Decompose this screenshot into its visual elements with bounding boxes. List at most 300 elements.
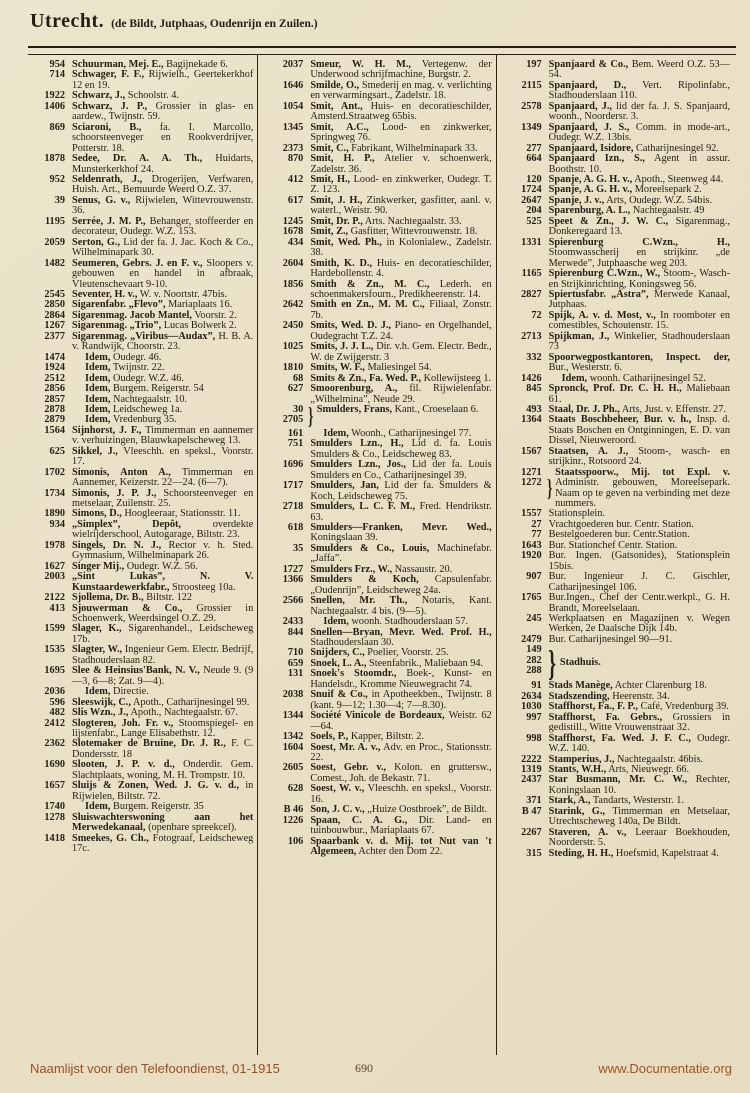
directory-entry: [28, 739, 253, 760]
directory-entry: [266, 342, 491, 363]
entry-name: Sluiswachterswoning aan het Merwedekanaal,: [72, 811, 254, 834]
directory-entry: [266, 321, 491, 342]
entry-number: 1406: [44, 100, 65, 112]
entry-name: Sigarenmag. „Trio”,: [72, 320, 162, 332]
entry-number: 149 282 288: [526, 644, 542, 677]
directory-entry: [505, 551, 730, 572]
entry-number: 2850: [44, 299, 65, 311]
entry-text: Smits, J. J. L., Dir. v.h. Gem. Electr. Bedr., W. de Zwijgerstr. 3: [310, 341, 492, 363]
entry-name: Smit, Wed. Ph.,: [310, 236, 382, 248]
entry-name: Idem,: [85, 801, 111, 813]
entry-name: Staatsspoorw., Mij. tot Expl. v.: [555, 466, 730, 478]
entry-text: Snuif & Co., in Apotheekben., Twijnstr. 8 (kant. 9—12; 1.30—4; 7—8.30).: [310, 689, 492, 711]
entry-name: Simons, D.,: [72, 508, 122, 520]
entry-name: Smulders & Koch,: [310, 574, 419, 586]
entry-text: Smith, K. D., Huis- en decoratieschilder, Hardebollenstr. 4.: [310, 257, 492, 280]
directory-entry: [505, 828, 730, 849]
entry-text: Slagter, W., Ingenieur Gem. Electr. Bedrijf, Stadhouderslaan 82.: [72, 644, 254, 666]
entry-number: 197: [526, 59, 542, 70]
entry-text: Société Vinicole de Bordeaux, Weistr. 62—64.: [310, 710, 492, 732]
entry-number: 1724: [521, 184, 542, 196]
entry-number: 2036: [44, 686, 65, 698]
entry-text: Smulders—Franken, Mevr. Wed., Koningslaan 39.: [310, 522, 492, 544]
entry-number: 2634: [521, 690, 542, 702]
entry-number: 1418: [44, 832, 65, 844]
directory-entry: [28, 520, 253, 541]
entry-text: Stamperius, J., Nachtegaalstr. 46bis.: [548, 753, 704, 765]
entry-text: Idem, Vredenburg 35.: [85, 414, 177, 426]
entry-name: Smits, Wed. D. J.,: [310, 320, 391, 332]
page-number: 690: [355, 1061, 373, 1075]
entry-text: Slogteren, Joh. Fr. v., Stoomspiegel- en lijstenfabr., Lange Elisabethstr. 12.: [72, 717, 254, 739]
entry-number: 277: [526, 142, 542, 154]
directory-column-1: [28, 55, 257, 1055]
entry-name: Serrée, J. M. P.,: [72, 215, 146, 227]
entry-text: Spijk, A. v. d. Most, v., In roomboter en comestibles, Schoutenstr. 15.: [548, 309, 730, 332]
entry-name: Smilde, O.,: [310, 79, 360, 91]
entry-name: Smulders, L. C. F. M.,: [310, 501, 416, 513]
entry-name: Starink, G.,: [548, 805, 605, 817]
entry-number: 2605: [282, 762, 304, 774]
directory-entry: [266, 837, 491, 858]
entry-number: 1920: [521, 550, 542, 562]
entry-name: Spanje, J. v.,: [548, 194, 605, 206]
entry-number: 2718: [282, 501, 304, 513]
entry-number: 1364: [521, 414, 542, 426]
entry-name: Stadhuis.: [559, 657, 601, 669]
entry-number: 30 2705: [282, 403, 304, 426]
entry-number: 2864: [44, 309, 65, 321]
entry-number: 1890: [44, 508, 65, 520]
brace-glyph: }: [547, 643, 556, 684]
directory-entry: [28, 175, 253, 196]
entry-number: 2003: [44, 571, 65, 583]
page-header: [0, 0, 750, 44]
entry-text: Schwager, F. F., Rijwielh., Geertekerkhof 12 en 19.: [72, 69, 254, 91]
entry-number: 1740: [44, 801, 65, 813]
entry-name: Smulders Lzn., H.,: [310, 438, 404, 450]
directory-entry: [266, 60, 491, 81]
directory-entry: [28, 123, 253, 154]
entry-text: Idem, Directie.: [85, 686, 149, 698]
entry-number: 2437: [521, 774, 542, 786]
directory-entry: [505, 572, 730, 593]
entry-name: Spaarbank v. d. Mij. tot Nut van 't Algemeen,: [310, 835, 492, 858]
entry-text: Seldenrath, J., Drogerijen, Verfwaren, Huish. Art., Bemuurde Weerd O.Z. 37.: [72, 173, 254, 196]
entry-name: Sigarenfabr. „Flevo”,: [72, 299, 166, 311]
entry-text: Smulders Frz., W., Nassaustr. 20.: [310, 563, 453, 575]
entry-number: 2038: [282, 689, 304, 701]
entry-number: 952: [49, 173, 65, 185]
entry-name: Sleeswijk, C.,: [72, 696, 131, 708]
page-footer: [0, 1061, 750, 1081]
entry-text: Smits, W. F., Maliesingel 54.: [310, 362, 432, 374]
entry-text: „Simplex”, Depôt, overdekte wielrijderschool, Autogarage, Biltstr. 23.: [72, 518, 254, 541]
entry-text: Spronck, Prof. Dr. C. H. H., Maliebaan 61.: [548, 383, 730, 405]
entry-number: 2412: [44, 717, 65, 729]
entry-text: Sluijs & Zonen, Wed. J. G. v. d., in Rijwielen, Biltstr. 72.: [72, 780, 254, 802]
entry-number: 714: [49, 69, 65, 81]
entry-number: 1702: [44, 466, 65, 478]
entry-text: Smith en Zn., M. M. C., Filiaal, Zonstr. 7b.: [310, 299, 492, 321]
directory-entry: [505, 468, 730, 510]
entry-text: Stads Manège, Achter Clarenburg 18.: [548, 680, 707, 692]
entry-text: Spanjaard Izn., S., Agent in assur. Boothstr. 10.: [548, 153, 730, 175]
entry-number: 617: [287, 194, 304, 206]
entry-name: Spanjaard, J. S.,: [548, 121, 630, 133]
entry-text: Idem, woonh. Stadhouderslaan 57.: [323, 616, 469, 628]
entry-name: Sluijs & Zonen, Wed. J. G. v. d.,: [72, 780, 239, 792]
entry-name: Idem,: [85, 362, 111, 374]
directory-entry: [28, 719, 253, 740]
footer-website-link[interactable]: www.Documentatie.org: [598, 1061, 732, 1076]
entry-text: Bur. Catharijnesingel 90—91.: [548, 633, 673, 645]
entry-number: 1535: [44, 644, 65, 656]
entry-name: Spanjaard, J.,: [548, 100, 613, 112]
directory-entry: [266, 238, 491, 259]
entry-text: Spoorwegpostkantoren, Inspect. der, Bur., Westerstr. 6.: [548, 351, 730, 374]
entry-name: Singer Mij.,: [72, 560, 125, 572]
entry-text: Bestelgoederen bur. Centr.Station.: [548, 529, 690, 541]
footer-source-label: Naamlijst voor den Telefoondienst, 01-1915: [30, 1061, 280, 1076]
entry-number: 869: [49, 121, 65, 133]
entry-text: Smilde, O., Smederij en mag. v. verlichting en verwarmingsart., Zadelstr. 18.: [310, 79, 492, 102]
entry-name: Sikkel, J.,: [72, 445, 118, 457]
entry-name: Idem,: [85, 372, 111, 384]
entry-name: Sigarenmag. „Viribus—Audax”,: [72, 330, 216, 342]
entry-text: Slee & Heinsius'Bank, N. V., Neude 9. (9—3, 6—8; Zat. 9—4).: [72, 665, 254, 687]
entry-name: Spronck, Prof. Dr. C. H. H.,: [548, 383, 682, 395]
entry-name: Smit, C.,: [310, 142, 349, 154]
entry-name: Smulders & Co., Louis,: [310, 542, 430, 554]
entry-text: Spanjaard, Isidore, Catharijnesingel 92.: [548, 142, 719, 154]
directory-entry: [505, 593, 730, 614]
entry-text: Spanje, A. G. H. v., Apoth., Steenweg 44.: [548, 173, 724, 185]
entry-number: 659: [287, 657, 304, 669]
entry-name: Smulders Lzn., Jos.,: [310, 459, 406, 471]
entry-text: Stants, W.H., Arts, Nieuwegr. 66.: [548, 764, 690, 775]
entry-number: 1734: [44, 487, 65, 499]
entry-number: 997: [526, 711, 542, 723]
entry-text: Son, J. C. v., „Huize Oostbroek”, de Bildt.: [310, 804, 488, 816]
entry-name: Smit, Dr. P.,: [310, 215, 363, 227]
entry-number: 413: [49, 602, 65, 614]
entry-name: Idem,: [85, 393, 111, 405]
entry-number: 412: [287, 173, 304, 185]
entry-name: Spiertusfabr. „Astra”,: [548, 288, 649, 300]
directory-entry: [266, 544, 491, 565]
entry-name: Smits, W. F.,: [310, 362, 365, 374]
entry-name: Staal, Dr. J. Ph.,: [548, 403, 620, 415]
entry-number: 1678: [282, 226, 304, 238]
entry-name: Spanjaard, Isidore,: [548, 142, 634, 154]
entry-text: Smulders, Frans, Kant., Croeselaan 6.: [316, 403, 479, 415]
entry-name: Spaan, C. A. G.,: [310, 814, 408, 826]
directory-entry: [266, 502, 491, 523]
entry-text: Smit, Z., Gasfitter, Wittevrouwenstr. 18.: [310, 226, 478, 238]
entry-name: Stants, W.H.,: [548, 764, 607, 775]
entry-name: Slager, K.,: [72, 623, 122, 635]
entry-text: Smulders & Co., Louis, Machinefabr. „Jaffa”.: [310, 542, 492, 565]
entry-text: Spaan, C. A. G., Dir. Land- en tuinbouwbur., Mariaplaats 67.: [310, 814, 492, 837]
entry-number: 2059: [44, 236, 65, 248]
directory-entry: [505, 102, 730, 123]
entry-name: Spierenburg C.Wzn., H.,: [548, 236, 730, 248]
entry-name: Smulders—Franken, Mevr. Wed.,: [310, 522, 492, 534]
directory-entry: [28, 813, 253, 834]
entry-name: Idem,: [85, 351, 111, 363]
entry-number: 1604: [282, 741, 304, 753]
entry-number: 1426: [521, 372, 542, 384]
entry-number: 2433: [282, 616, 304, 628]
entry-name: Sedee, Dr. A. A. Th.,: [72, 153, 203, 165]
entry-name: Smeekes, G. Ch.,: [72, 832, 149, 844]
entry-number: 1245: [282, 215, 304, 227]
directory-entry: [28, 384, 253, 394]
directory-entry: [266, 175, 491, 196]
entry-text: Soels, P., Kapper, Biltstr. 2.: [310, 731, 424, 743]
entry-name: Sjouwerman & Co.,: [72, 602, 183, 614]
directory-entry: [266, 669, 491, 690]
entry-number: 751: [287, 438, 304, 450]
entry-number: 120: [526, 173, 542, 185]
entry-text: Simonis, J. P. J., Schoorsteenveger en metselaar, Zuilenstr. 25.: [72, 487, 254, 510]
directory-entry: [28, 624, 253, 645]
entry-number: 91: [531, 680, 542, 692]
entry-text: Spanjaard, J. S., Comm. in mode-art., Oudegr. W.Z. 13bis.: [548, 121, 730, 144]
directory-entry: [505, 643, 730, 684]
entry-text: Spanje, A. G. H. v., Moreelsepark 2.: [548, 184, 702, 196]
entry-name: Soest, W. v.,: [310, 783, 365, 795]
entry-name: Snoek, L. A.,: [310, 657, 367, 669]
directory-column-2: [257, 55, 495, 1055]
directory-entry: [505, 353, 730, 374]
entry-name: Idem,: [85, 403, 111, 415]
entry-text: Staffhorst, Fa. Wed. J. F. C., Oudegr. W.Z. 140.: [548, 732, 730, 755]
entry-name: Snellen—Bryan, Mevr. Wed. Prof. H.,: [310, 626, 492, 638]
entry-text: Snellen, Mr. Th., Notaris, Kant. Nachtegaalstr. 4 bis. (9—5).: [310, 595, 492, 617]
entry-number: 2512: [44, 372, 65, 384]
directory-entry: [505, 713, 730, 734]
entry-number: 77: [531, 529, 542, 541]
brace-glyph: }: [308, 403, 314, 430]
directory-entry: [266, 628, 491, 649]
entry-number: 161: [287, 427, 304, 439]
directory-entry: [266, 102, 491, 123]
directory-entry: [266, 763, 491, 784]
entry-number: 2857: [44, 393, 65, 405]
entry-text: Sedee, Dr. A. A. Th., Huidarts, Munsterkerkhof 24.: [72, 153, 254, 175]
entry-text: Sleeswijk, C., Apoth., Catharijnesingel 99.: [72, 696, 250, 708]
entry-number: 1924: [44, 362, 65, 374]
city-subtitle: (de Bildt, Jutphaas, Oudenrijn en Zuilen.): [111, 18, 318, 30]
entry-number: 1226: [282, 814, 304, 826]
directory-entry: [266, 523, 491, 544]
entry-text: Sigarenmag. „Trio”, Lucas Bolwerk 2.: [72, 320, 237, 332]
entry-name: Slooten, J. P. v. d.,: [72, 759, 175, 771]
entry-text: Smeekes, G. Ch., Fotograaf, Leidscheweg 17c.: [72, 832, 254, 854]
entry-name: Smulders, Jan,: [310, 480, 379, 492]
entry-name: Schwager, F. F.,: [72, 69, 145, 81]
entry-number: 1696: [282, 459, 304, 471]
entry-number: 664: [526, 153, 542, 165]
entry-name: Schwarz, J.,: [72, 90, 126, 102]
entry-name: Spijk, A. v. d. Most, v.,: [548, 309, 656, 321]
entry-text: Spierenburg C.Wzn., W., Stoom-, Wasch- en Strijkinrichting, Koningsweg 56.: [548, 268, 730, 290]
entry-name: Staffhorst, Fa., F. P.,: [548, 701, 638, 713]
entry-text: Seumeren, Gebrs. J. en F. v., Sloopers v. gebouwen en handel in afbraak, Vleutenschevaart 9-10.: [72, 257, 254, 290]
entry-name: „Sint Lukas”, N. V. Kunstaardewerkfabr.,: [72, 571, 254, 593]
directory-entry: [505, 60, 730, 81]
entry-number: 2604: [282, 257, 304, 269]
directory-entry: [505, 311, 730, 332]
entry-name: Smoorenburg, A.,: [310, 383, 398, 395]
directory-entry: [505, 217, 730, 238]
entry-name: Schuurman, Mej. E.,: [72, 59, 164, 70]
entry-text: Spierenburg C.Wzn., H., Stoomwasscherij en strijkinr. „de Merwede”, Jutphaasche weg 203.: [548, 236, 730, 269]
entry-text: Smits, Wed. D. J., Piano- en Orgelhandel, Oudegracht T.Z. 24.: [310, 320, 492, 342]
entry-text: Sparenburg, A. L., Nachtegaalstr. 49: [548, 205, 705, 217]
directory-entry: [505, 849, 730, 859]
entry-name: Snijders, C.,: [310, 647, 365, 659]
directory-entry: [28, 332, 253, 353]
entry-text: Spanjaard & Co., Bem. Weerd O.Z. 53—54.: [548, 59, 730, 81]
entry-name: Slogteren, Joh. Fr. v.,: [72, 717, 174, 729]
entry-text: Bur.Ingen., Chef der Centr.werkpl., G. H. Brandt, Moreelselaan.: [548, 592, 730, 614]
directory-entry: [28, 447, 253, 468]
entry-number: 2647: [521, 194, 542, 206]
entry-number: 934: [49, 518, 65, 530]
entry-text: Sijnhorst, J. F., Timmerman en aannemer v. verhuizingen, Blauwkapelscheweg 13.: [72, 424, 254, 447]
entry-number: 493: [526, 403, 542, 415]
directory-entry: [28, 489, 253, 510]
entry-text: Snoek's Stoomdr., Boek-, Kunst- en Handelsdr., Kromme Nieuwegracht 74.: [310, 668, 492, 690]
directory-entry: [266, 280, 491, 301]
entry-name: Star Busmann, Mr. C. W.,: [548, 774, 688, 786]
entry-name: Smit, A.C.,: [310, 121, 369, 133]
entry-number: 2879: [44, 414, 65, 426]
entry-name: Smit, Ant.,: [310, 100, 363, 112]
entry-text: Idem, Twijnstr. 22.: [85, 362, 165, 374]
directory-entry: [28, 259, 253, 290]
entry-text: Serrée, J. M. P., Behanger, stoffeerder en decorateur, Oudegr. W.Z. 153.: [72, 215, 254, 238]
entry-name: Senus, G. v.,: [72, 194, 131, 206]
entry-text: Idem, Leidscheweg 1a.: [85, 403, 183, 415]
entry-number: 1025: [282, 341, 304, 353]
entry-text: Simons, D., Hoogleeraar, Stationsstr. 11.: [72, 508, 241, 520]
entry-text: [560, 658, 730, 668]
entry-name: Smits, J. J. L.,: [310, 341, 374, 353]
entry-name: Simonis, Anton A.,: [72, 466, 171, 478]
directory-entry: [28, 541, 253, 562]
entry-number: 245: [526, 613, 542, 625]
entry-text: Smulders, Jan, Lid der fa. Smulders & Koch, Leidscheweg 75.: [310, 480, 492, 502]
entry-name: Idem,: [85, 414, 111, 426]
entry-name: Snoek's Stoomdr.,: [310, 668, 397, 680]
entry-number: 2267: [521, 826, 542, 838]
entry-number: 72: [531, 309, 542, 321]
entry-name: Sigarenmag. Jacob Mantel,: [72, 309, 192, 321]
entry-text: Smulders Lzn., Jos., Lid der fa. Louis Smulders en Co., Catharijnesingel 39.: [310, 459, 492, 481]
entry-number: 27: [531, 518, 542, 530]
entry-text: Staveren, A. v., Leeraar Boekhouden, Noorderstr. 5.: [548, 826, 730, 849]
entry-name: „Simplex”, Depôt,: [72, 518, 181, 530]
directory-entry: [266, 575, 491, 596]
entry-text: Schwarz, J. P., Grossier in glas- en aardew., Twijnstr. 59.: [72, 100, 254, 123]
entry-name: Simonis, J. P. J.,: [72, 487, 157, 499]
entry-text: Spanjaard, D., Vert. Ripolinfabr., Stadhouderslaan 110.: [548, 79, 730, 102]
entry-text: Smeur, W. H. M., Vertegenw. der Underwood schrijfmachine, Burgstr. 2.: [310, 59, 492, 81]
entry-text: Smit, A.C., Lood- en zinkwerker, Springweg 76.: [310, 121, 492, 144]
entry-number: 845: [526, 383, 542, 395]
directory-entry: [505, 123, 730, 144]
entry-name: Slagter, W.,: [72, 644, 123, 656]
entry-text: Smit, Ant., Huis- en decoratieschilder, Amsterd.Straatweg 65bis.: [310, 100, 492, 123]
entry-number: 2545: [44, 288, 65, 300]
entry-text: Serton, G., Lid der fa. J. Jac. Koch & Co., Wilhelminapark 30.: [72, 236, 254, 259]
entry-number: 625: [49, 445, 65, 457]
entry-name: Sparenburg, A. L.,: [548, 205, 631, 217]
directory-column-3: [496, 55, 734, 1055]
entry-text: Spanjaard, J., lid der fa. J. S. Spanjaard, woonh., Noordersr. 3.: [548, 100, 731, 123]
entry-text: Stark, A., Tandarts, Westerstr. 1.: [548, 795, 685, 807]
directory-entry: [266, 439, 491, 460]
entry-number: 2827: [521, 288, 542, 300]
directory-entry: [266, 123, 491, 144]
directory-entry: [28, 217, 253, 238]
entry-number: 596: [49, 696, 65, 708]
entry-text: Staal, Dr. J. Ph., Arts, Just. v. Effenstr. 27.: [548, 403, 726, 415]
entry-number: 1030: [521, 701, 542, 713]
entry-text: Smulders Lzn., H., Lid d. fa. Louis Smulders & Co., Leidscheweg 83.: [310, 438, 492, 460]
directory-entry: [266, 816, 491, 837]
entry-number: 204: [526, 205, 542, 217]
entry-number: 1978: [44, 539, 65, 551]
entry-number: 2122: [44, 592, 65, 604]
entry-number: 627: [287, 383, 304, 395]
entry-number: 106: [287, 835, 304, 847]
entry-name: Soels, P.,: [310, 731, 349, 743]
entry-number: 2878: [44, 403, 65, 415]
entry-number: 2222: [521, 753, 542, 765]
entry-text: Starink, G., Timmerman en Metselaar, Utrechtscheweg 140a, De Bildt.: [548, 805, 730, 828]
entry-number: 1627: [44, 560, 65, 572]
entry-number: 525: [526, 215, 542, 227]
entry-text: Smit, H., Lood- en zinkwerker, Oudegr. T. Z. 123.: [310, 173, 492, 196]
entry-number: 2566: [282, 595, 304, 607]
entry-text: Steding, H. H., Hoefsmid, Kapelstraat 4.: [548, 847, 719, 859]
directory-entry: [28, 604, 253, 625]
directory-entry: [28, 572, 253, 593]
entry-number: 1319: [521, 764, 542, 775]
entry-number: 628: [287, 783, 304, 795]
entry-number: 2479: [521, 633, 542, 645]
entry-name: Sjollema, Dr. B.,: [72, 592, 144, 604]
directory-entry: [28, 468, 253, 489]
entry-text: Spijkman, J., Winkelier, Stadhouderslaan 73: [548, 330, 730, 353]
entry-name: Smeur, W. H. M.,: [310, 59, 411, 70]
entry-name: Smit, J. H.,: [310, 194, 363, 206]
entry-number: 68: [293, 372, 304, 384]
entry-number: 332: [526, 351, 542, 363]
directory-entry: [28, 426, 253, 447]
entry-text: Snijders, C., Poelier, Voorstr. 25.: [310, 647, 449, 659]
entry-number: 2373: [282, 142, 304, 154]
entry-name: Smith & Zn., M. C.,: [310, 278, 430, 290]
entry-name: Speet & Zn., J. W. C.,: [548, 215, 669, 227]
entry-text: Singer Mij., Oudegr. W.Z. 56.: [72, 560, 198, 572]
entry-text: Staats Boschbeheer, Bur. v. h., Insp. d. Staats Boschen en Ontginningen, E. D. van Dissel, Nieuweroord.: [548, 414, 730, 447]
